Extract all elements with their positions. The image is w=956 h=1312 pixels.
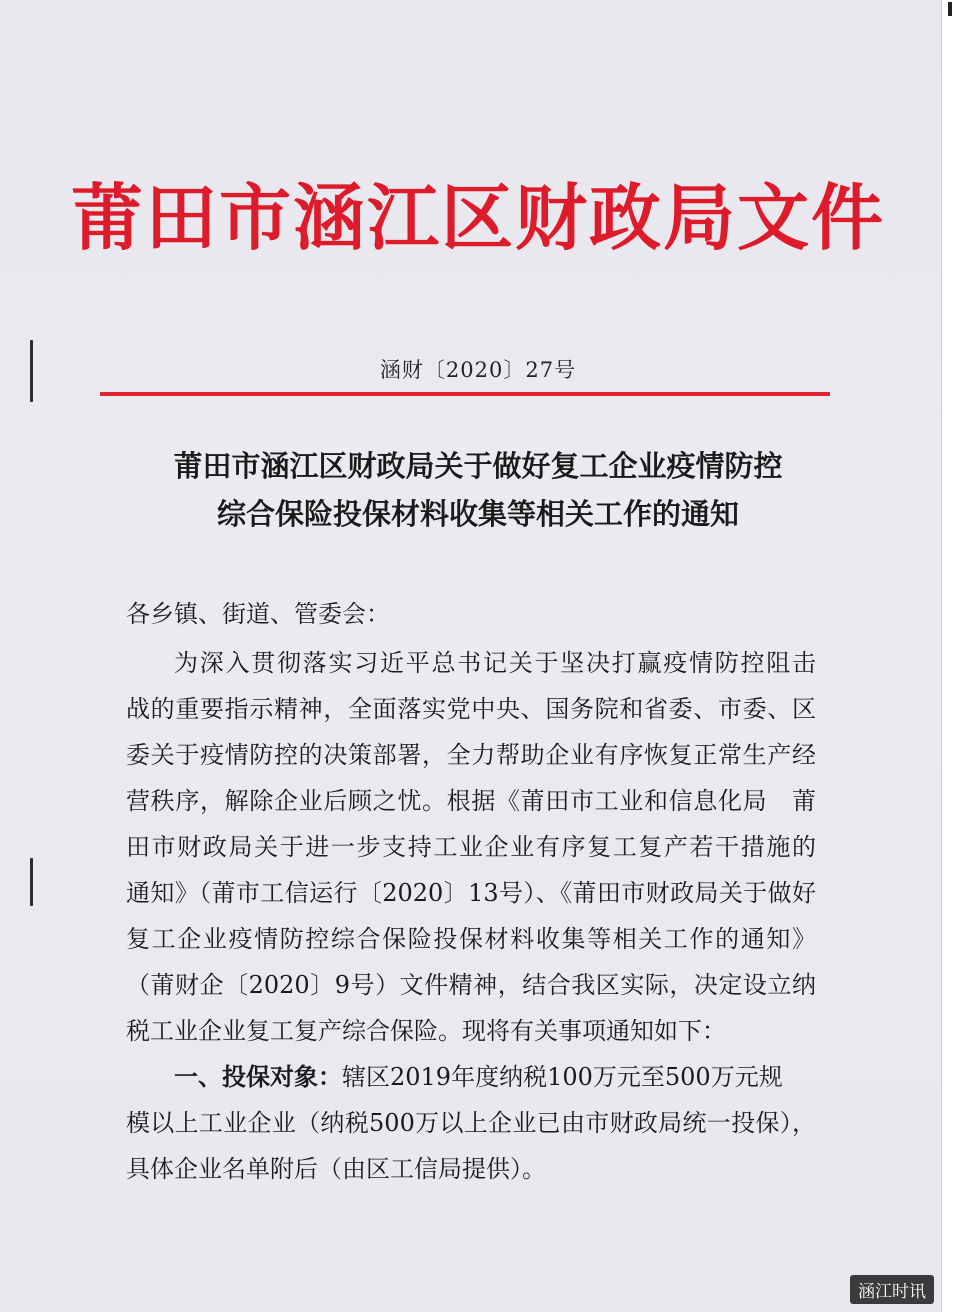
- body-text: [126, 640, 816, 1192]
- body-line: 复工企业疫情防控综合保险投保材料收集等相关工作的通知》: [126, 925, 816, 953]
- body-line: 税工业企业复工复产综合保险。现将有关事项通知如下：: [126, 1017, 726, 1045]
- section-line: [126, 1054, 816, 1100]
- notice-title-line: 综合保险投保材料收集等相关工作的通知: [216, 497, 739, 531]
- body-line: 模以上工业企业（纳税500万以上企业已由市财政局统一投保），: [126, 1109, 816, 1137]
- body-line: 田市财政局关于进一步支持工业企业有序复工复产若干措施的: [126, 833, 816, 861]
- binding-mark: [30, 858, 33, 906]
- letterhead-title: 莆田市涵江区财政局文件: [70, 175, 885, 260]
- body-line: 为深入贯彻落实习近平总书记关于坚决打赢疫情防控阻击: [174, 649, 816, 677]
- section-text: 辖区2019年度纳税100万元至500万元规: [342, 1063, 783, 1091]
- watermark-label: 涵江时讯: [850, 1275, 934, 1304]
- salutation: 各乡镇、街道、管委会：: [126, 600, 390, 628]
- body-line: 具体企业名单附后（由区工信局提供）。: [126, 1155, 546, 1183]
- body-line: 通知》（莆市工信运行〔2020〕13号）、《莆田市财政局关于做好: [126, 879, 816, 907]
- document-number: 涵财〔2020〕27号: [379, 358, 577, 382]
- body-line: 委关于疫情防控的决策部署，全力帮助企业有序恢复正常生产经: [126, 741, 816, 769]
- notice-title: [0, 442, 956, 538]
- scan-edge: [941, 0, 956, 1312]
- body-line: 战的重要指示精神，全面落实党中央、国务院和省委、市委、区: [126, 695, 816, 723]
- body-line: （莆财企〔2020〕9号）文件精神，结合我区实际，决定设立纳: [126, 971, 816, 999]
- notice-title-line: 莆田市涵江区财政局关于做好复工企业疫情防控: [173, 449, 783, 483]
- body-line: 营秩序，解除企业后顾之忧。根据《莆田市工业和信息化局 莆: [126, 787, 816, 815]
- red-rule-divider: [100, 392, 830, 396]
- section-heading: 一、投保对象：: [174, 1062, 342, 1091]
- corner-mark: [948, 2, 952, 16]
